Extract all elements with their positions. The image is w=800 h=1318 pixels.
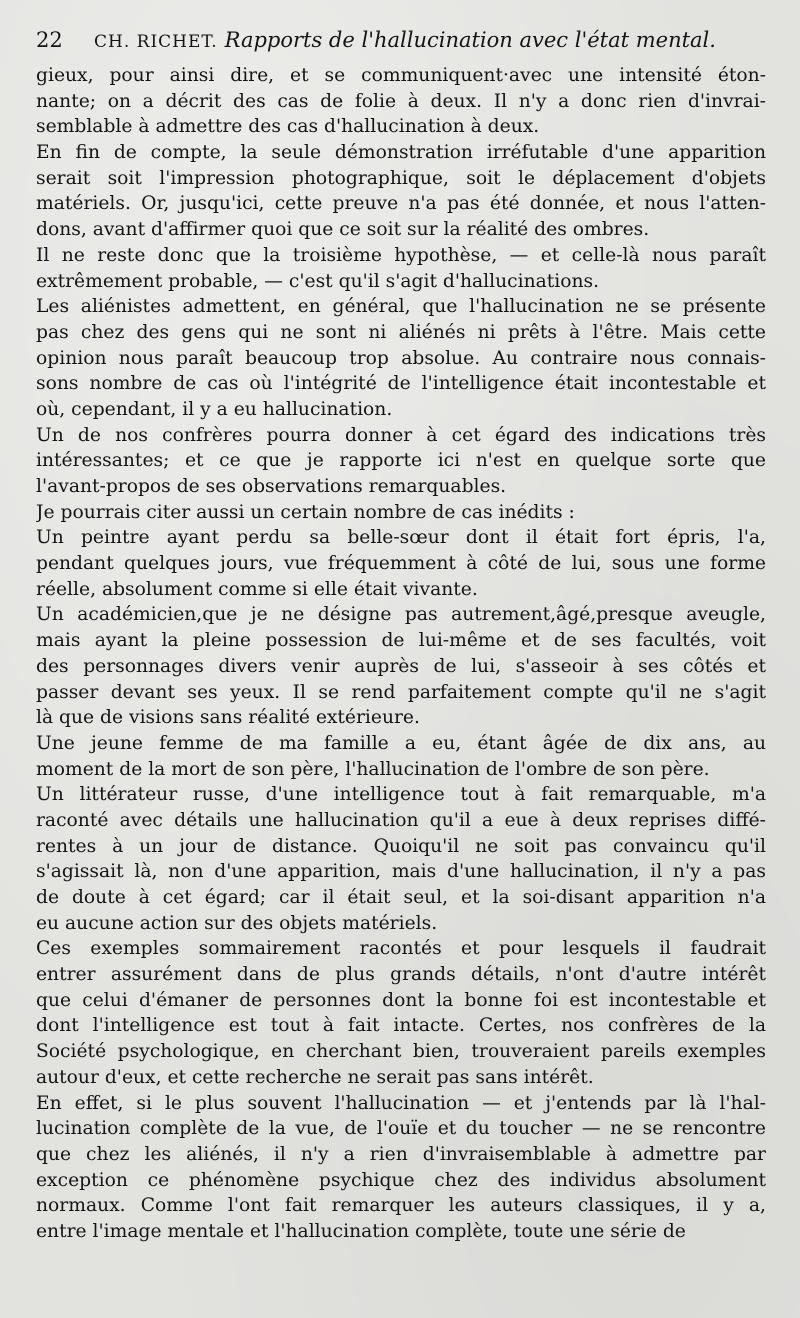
text-line: réelle, absolument comme si elle était vivante. [36, 578, 478, 600]
text-line: dons, avant d'affirmer quoi que ce soit sur la réalité des ombres. [36, 219, 650, 241]
running-author: CH. RICHET. [94, 32, 218, 52]
text-line: normaux. Comme l'ont fait remarquer les auteurs classiques, il y a, [36, 1195, 766, 1217]
text-line: matériels. Or, jusqu'ici, cette preuve n'a pas été donnée, et nous l'atten- [36, 193, 766, 215]
text-line: de doute à cet égard; car il était seul, et la soi-disant apparition n'a [36, 887, 766, 908]
text-line: rentes à un jour de distance. Quoiqu'il ne soit pas convaincu qu'il [36, 835, 766, 857]
paragraph [36, 63, 766, 140]
paragraph [36, 782, 766, 936]
text-line: pas chez des gens qui ne sont ni aliénés ni prêts à l'être. Mais cette [36, 321, 766, 343]
text-line: moment de la mort de son père, l'hallucination de l'ombre de son père. [36, 758, 710, 780]
page-number: 22 [36, 28, 63, 52]
body-text [36, 63, 766, 1245]
paragraph [36, 243, 766, 294]
paragraph [36, 936, 766, 1090]
text-line: Il ne reste donc que la troisième hypothèse, — et celle-là nous paraît [36, 244, 766, 266]
text-line: En effet, si le plus souvent l'hallucination — et j'entends par là l'hal- [36, 1092, 766, 1114]
text-line: En fin de compte, la seule démonstration irréfutable d'une apparition [36, 142, 766, 164]
text-line: Un académicien,que je ne désigne pas autrement,âgé,presque aveugle, [36, 604, 766, 626]
text-line: des personnages divers venir auprès de lui, s'asseoir à ses côtés et [36, 655, 766, 677]
text-line: que chez les aliénés, il n'y a rien d'invraisemblable à admettre par [36, 1143, 766, 1165]
text-line: Les aliénistes admettent, en général, que l'hallucination ne se présente [36, 296, 766, 318]
text-line: eu aucune action sur des objets matériels. [36, 912, 438, 934]
text-line: Société psychologique, en cherchant bien, trouveraient pareils exemples [36, 1041, 766, 1063]
paragraph [36, 140, 766, 243]
text-line: entrer assurément dans de plus grands détails, n'ont d'autre intérêt [36, 964, 766, 986]
text-line: Un de nos confrères pourra donner à cet égard des indications très [36, 424, 766, 446]
text-line: lucination complète de la vue, de l'ouïe et du toucher — ne se rencontre [36, 1118, 766, 1140]
text-line: opinion nous paraît beaucoup trop absolue. Au contraire nous connais- [36, 347, 766, 369]
text-line: où, cependant, il y a eu hallucination. [36, 398, 393, 420]
text-line: s'agissait là, non d'une apparition, mais d'une hallucination, il n'y a pas [36, 861, 766, 883]
text-line: Ces exemples sommairement racontés et pour lesquels il faudrait [36, 938, 766, 960]
text-line: l'avant-propos de ses observations remarquables. [36, 476, 507, 497]
running-header [36, 28, 766, 62]
text-line: là que de visions sans réalité extérieure. [36, 707, 420, 729]
text-line: sons nombre de cas où l'intégrité de l'intelligence était incontestable et [36, 373, 766, 395]
paragraph [36, 294, 766, 422]
text-line: intéressantes; et ce que je rapporte ici n'est en quelque sorte que [36, 450, 766, 472]
paragraph [36, 1091, 766, 1245]
paragraph [36, 602, 766, 730]
paragraph [36, 423, 766, 500]
text-line: entre l'image mentale et l'hallucination complète, toute une série de [36, 1220, 686, 1242]
paragraph [36, 500, 766, 526]
paragraph [36, 731, 766, 782]
text-line: serait soit l'impression photographique, soit le déplacement d'objets [36, 167, 766, 189]
paragraph [36, 525, 766, 602]
text-line: Un littérateur russe, d'une intelligence tout à fait remarquable, m'a [36, 784, 766, 806]
text-line: autour d'eux, et cette recherche ne serait pas sans intérêt. [36, 1066, 594, 1088]
text-line: Je pourrais citer aussi un certain nombre de cas inédits : [36, 501, 575, 523]
text-line: pendant quelques jours, vue fréquemment à côté de lui, sous une forme [36, 553, 766, 575]
text-line: que celui d'émaner de personnes dont la bonne foi est incontestable et [36, 989, 766, 1011]
text-line: nante; on a décrit des cas de folie à deux. Il n'y a donc rien d'invrai- [36, 90, 766, 112]
text-line: dont l'intelligence est tout à fait intacte. Certes, nos confrères de la [36, 1015, 766, 1037]
running-title: Rapports de l'hallucination avec l'état mental. [224, 28, 716, 52]
text-line: extrêmement probable, — c'est qu'il s'agit d'hallucinations. [36, 270, 600, 292]
text-line: exception ce phénomène psychique chez des individus absolument [36, 1169, 766, 1191]
text-line: semblable à admettre des cas d'hallucination à deux. [36, 116, 540, 138]
text-line: Un peintre ayant perdu sa belle-sœur dont il était fort épris, l'a, [36, 527, 766, 549]
text-line: passer devant ses yeux. Il se rend parfaitement compte qu'il ne s'agit [36, 681, 766, 703]
text-line: gieux, pour ainsi dire, et se communiquent·avec une intensité éton- [36, 65, 766, 86]
text-line: Une jeune femme de ma famille a eu, étant âgée de dix ans, au [36, 732, 766, 754]
text-line: mais ayant la pleine possession de lui-même et de ses facultés, voit [36, 630, 766, 652]
text-line: raconté avec détails une hallucination qu'il a eue à deux reprises diffé- [36, 809, 766, 831]
